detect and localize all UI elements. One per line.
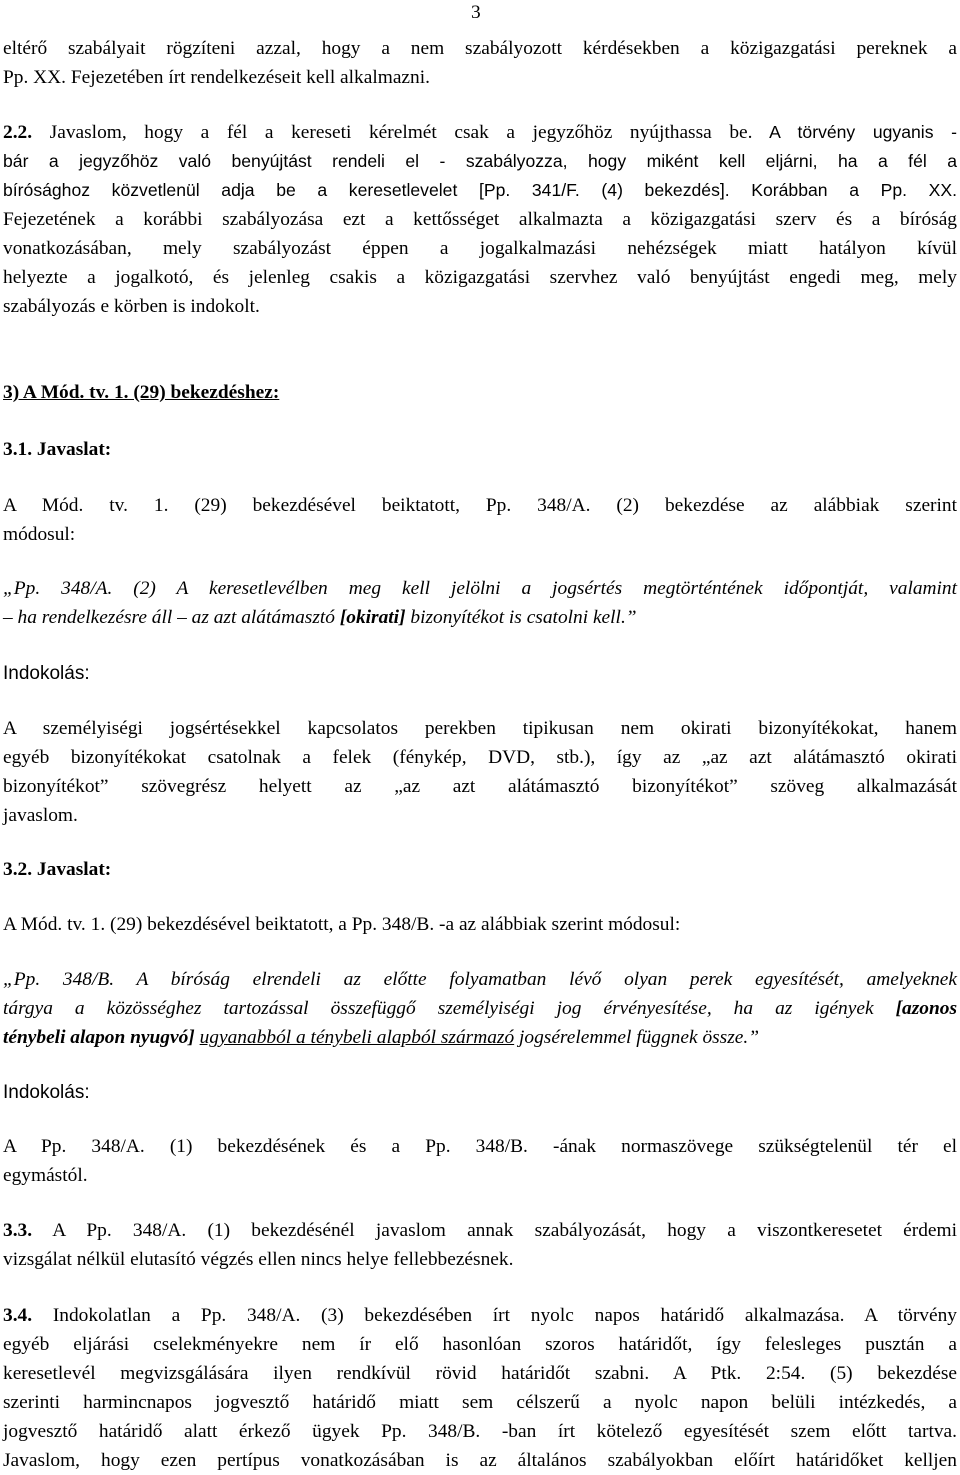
text-span: Indokolatlan a Pp. 348/A. (3) bekezdésében írt nyolc napos határidő alkalmazása. A törvény <box>32 1305 957 1326</box>
text-line: javaslom. <box>3 805 78 826</box>
text-line <box>3 118 957 147</box>
text-line: A Mód. tv. 1. (29) bekezdésével beiktatott, a Pp. 348/B. -a az alábbiak szerint módosul: <box>3 914 681 935</box>
text-line: vizsgálat nélkül elutasító végzés ellen nincs helye fellebbezésnek. <box>3 1249 514 1270</box>
text-line: egyéb bizonyítékokat csatolnak a felek (fénykép, DVD, stb.), így az „az azt alátámasztó okirati <box>3 747 957 768</box>
text-line <box>3 994 957 1023</box>
paragraph-3-4 <box>3 1301 957 1475</box>
text-line: módosul: <box>3 524 76 545</box>
reasoning-paragraph-2 <box>3 1132 957 1190</box>
text-line: keresetlevél megvizsgálására ilyen rendkívül rövid határidőt szabni. A Ptk. 2:54. (5) bekezdése <box>3 1363 957 1384</box>
heading-text: 3.2. Javaslat: <box>3 859 112 880</box>
quoted-provision-348a <box>3 574 957 632</box>
heading-text: Indokolás: <box>3 1082 90 1103</box>
section-number: 3.4. <box>3 1305 33 1326</box>
text-line: szerinti harmincnapos jogvesztő határidő miatt sem célszerű a nyolc napon belüli intézkedés, a <box>3 1392 957 1413</box>
text-line: egyéb eljárási cselekményekre nem ír elő hasonlóan szoros határidőt, így felesleges pusztán a <box>3 1334 957 1355</box>
text-line <box>3 603 957 632</box>
paragraph-3-3 <box>3 1216 957 1274</box>
text-line: bár a jegyzőhöz való benyújtást rendeli el - szabályozza, hogy miként kell eljárni, ha a fél a <box>3 151 957 171</box>
text-span: bizonyítékot is csatolni kell.” <box>405 607 637 628</box>
text-line: bírósághoz közvetlenül adja be a keresetlevelet [Pp. 341/F. (4) bekezdés]. Korábban a Pp. XX. <box>3 180 957 200</box>
subheading-3-2 <box>3 855 957 884</box>
quoted-provision-348b <box>3 965 957 1052</box>
deleted-text: [azonos <box>895 998 957 1019</box>
text-span: – ha rendelkezésre áll – az azt alátámasztó <box>3 607 340 628</box>
text-span: A Pp. 348/A. (1) bekezdésénél javaslom annak szabályozását, hogy a viszontkeresetet érdemi <box>32 1220 957 1241</box>
deleted-text: [okirati] <box>339 607 406 628</box>
reasoning-heading-2 <box>3 1078 957 1107</box>
paragraph-3-2 <box>3 910 957 939</box>
reasoning-paragraph-1 <box>3 714 957 830</box>
reasoning-heading-1 <box>3 659 957 688</box>
text-line: egymástól. <box>3 1165 88 1186</box>
text-line: jogvesztő határidő alatt érkező ügyek Pp. 348/B. -ban írt kötelező egyesítését szem előtt tartva. <box>3 1421 957 1442</box>
text-line <box>3 1023 957 1052</box>
text-line: „Pp. 348/B. A bíróság elrendeli az előtte folyamatban lévő olyan perek egyesítését, amelyeknek <box>3 969 957 990</box>
text-line: A személyiségi jogsértésekkel kapcsolatos perekben tipikusan nem okirati bizonyítékokat, hanem <box>3 718 957 739</box>
text-line: Pp. XX. Fejezetében írt rendelkezéseit kell alkalmazni. <box>3 67 430 88</box>
text-span: Javaslom, hogy a fél a kereseti kérelmét csak a jegyzőhöz nyújthassa be. <box>32 122 753 143</box>
paragraph-continuation <box>3 34 957 92</box>
deleted-text: ténybeli alapon nyugvó] <box>3 1027 195 1048</box>
text-span: tárgya a közösséghez tartozással összefüggő személyiségi jog érvényesítése, ha az igények <box>3 998 896 1019</box>
page-number: 3 <box>471 2 481 23</box>
paragraph-3-1 <box>3 491 957 549</box>
text-line: szabályozás e körben is indokolt. <box>3 296 260 317</box>
text-line: Javaslom, hogy ezen pertípus vonatkozásában is az általános szabályokban előírt határidőket kelljen <box>3 1450 957 1471</box>
text-line: eltérő szabályait rögzíteni azzal, hogy a nem szabályozott kérdésekben a közigazgatási pereknek a <box>3 38 957 59</box>
section-number: 3.3. <box>3 1220 33 1241</box>
heading-text: 3.1. Javaslat: <box>3 439 112 460</box>
text-line: Fejezetének a korábbi szabályozása ezt a kettősséget alkalmazta a közigazgatási szerv és a bíróság <box>3 209 957 230</box>
section-number: 2.2. <box>3 122 33 143</box>
section-heading-3 <box>3 378 957 407</box>
text-span: jogsérelemmel függnek össze.” <box>514 1027 760 1048</box>
text-line <box>3 1301 957 1330</box>
text-line: helyezte a jogalkotó, és jelenleg csakis a közigazgatási szervhez való benyújtást engedi meg, mely <box>3 267 957 288</box>
heading-text: Indokolás: <box>3 663 90 684</box>
text-line: A Mód. tv. 1. (29) bekezdésével beiktatott, Pp. 348/A. (2) bekezdése az alábbiak szerint <box>3 495 957 516</box>
inserted-text: ugyanabból a ténybeli alapból származó <box>199 1027 515 1048</box>
text-line: „Pp. 348/A. (2) A keresetlevélben meg kell jelölni a jogsértés megtörténtének időpontját, valamint <box>3 578 957 599</box>
text-span-sans: A törvény ugyanis - <box>752 122 957 142</box>
text-line: A Pp. 348/A. (1) bekezdésének és a Pp. 348/B. -ának normaszövege szükségtelenül tér el <box>3 1136 957 1157</box>
paragraph-2-2 <box>3 118 957 321</box>
text-line: bizonyítékot” szövegrész helyett az „az azt alátámasztó bizonyítékot” szöveg alkalmazását <box>3 776 957 797</box>
text-line: vonatkozásában, mely szabályozást éppen a jogalkalmazási nehézségek miatt hatályon kívül <box>3 238 957 259</box>
text-line <box>3 1216 957 1245</box>
heading-text: 3) A Mód. tv. 1. (29) bekezdéshez: <box>3 382 280 403</box>
subheading-3-1 <box>3 435 957 464</box>
